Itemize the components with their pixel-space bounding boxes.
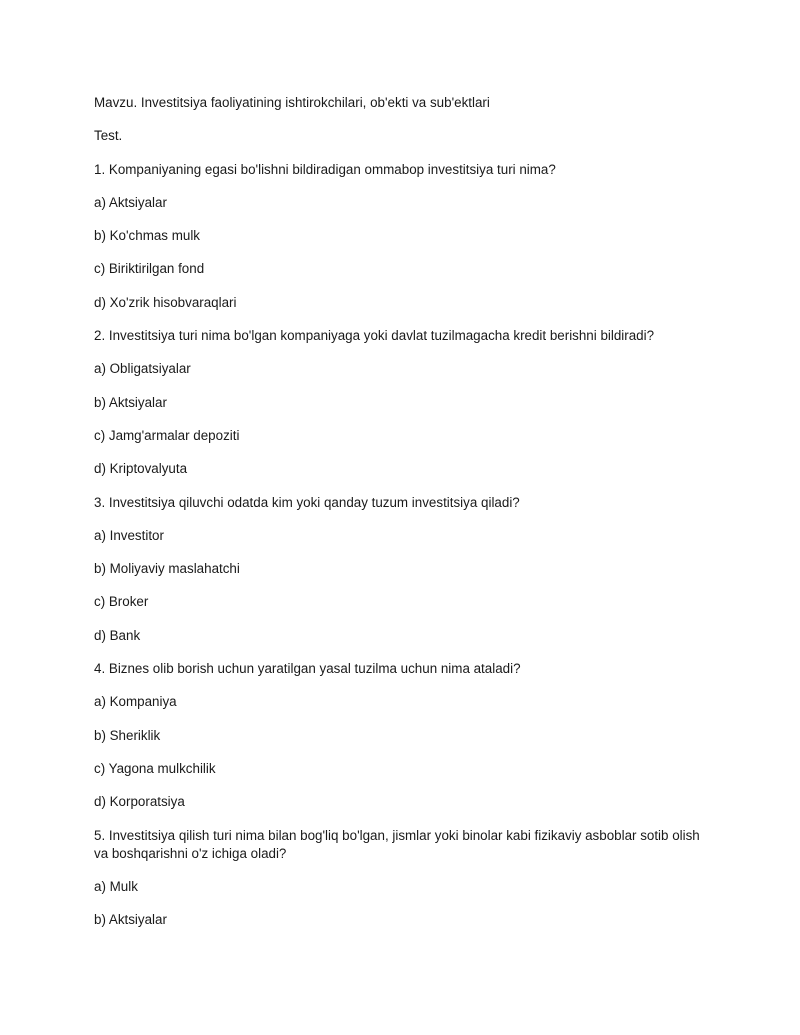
question-4: 4. Biznes olib borish uchun yaratilgan yasal tuzilma uchun nima ataladi? — [94, 661, 521, 677]
question-2-option-b: b) Aktsiyalar — [94, 394, 167, 410]
question-3-option-c: c) Broker — [94, 594, 149, 610]
question-4-option-b: b) Sheriklik — [94, 727, 161, 743]
question-1-option-a: a) Aktsiyalar — [94, 194, 167, 210]
question-5: 5. Investitsiya qilish turi nima bilan bog'liq bo'lgan, jismlar yoki binolar kabi fizikaviy asboblar sotib olish va boshqarishni o'z ichiga oladi? — [94, 827, 700, 861]
document-subtitle: Test. — [94, 128, 123, 144]
question-5-option-a: a) Mulk — [94, 878, 138, 894]
question-1: 1. Kompaniyaning egasi bo'lishni bildiradigan ommabop investitsiya turi nima? — [94, 161, 556, 177]
question-2-option-a: a) Obligatsiyalar — [94, 361, 191, 377]
question-4-option-d: d) Korporatsiya — [94, 794, 185, 810]
question-2-option-c: c) Jamg'armalar depoziti — [94, 427, 240, 443]
question-2-option-d: d) Kriptovalyuta — [94, 461, 188, 477]
question-3: 3. Investitsiya qiluvchi odatda kim yoki qanday tuzum investitsiya qiladi? — [94, 494, 520, 510]
question-3-option-b: b) Moliyaviy maslahatchi — [94, 561, 240, 577]
question-4-option-c: c) Yagona mulkchilik — [94, 760, 216, 776]
document-body — [94, 94, 714, 944]
question-3-option-d: d) Bank — [94, 627, 141, 643]
question-5-option-b: b) Aktsiyalar — [94, 912, 167, 928]
question-4-option-a: a) Kompaniya — [94, 694, 177, 710]
question-1-option-d: d) Xo'zrik hisobvaraqlari — [94, 294, 237, 310]
question-1-option-c: c) Biriktirilgan fond — [94, 261, 205, 277]
question-3-option-a: a) Investitor — [94, 527, 164, 543]
question-1-option-b: b) Ko'chmas mulk — [94, 228, 200, 244]
question-2: 2. Investitsiya turi nima bo'lgan kompaniyaga yoki davlat tuzilmagacha kredit berishni bildiradi? — [94, 328, 655, 344]
document-title: Mavzu. Investitsiya faoliyatining ishtirokchilari, ob'ekti va sub'ektlari — [94, 95, 490, 110]
